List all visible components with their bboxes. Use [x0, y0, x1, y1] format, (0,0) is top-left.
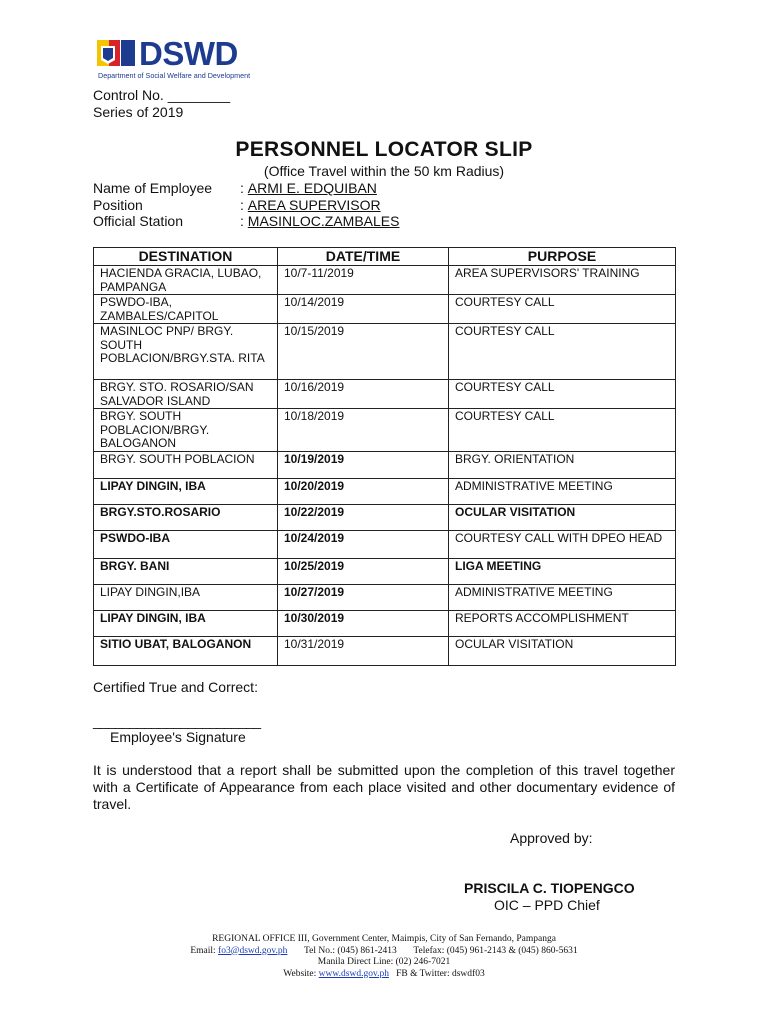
date-cell: 10/30/2019 — [278, 611, 449, 637]
destination-cell: MASINLOC PNP/ BRGY. SOUTH POBLACION/BRGY.STA. RITA — [94, 324, 278, 380]
page-title: PERSONNEL LOCATOR SLIP — [235, 138, 533, 161]
table-row — [94, 637, 676, 666]
purpose-cell: REPORTS ACCOMPLISHMENT — [449, 611, 676, 637]
destination-cell: BRGY. SOUTH POBLACION — [94, 452, 278, 479]
date-cell: 10/18/2019 — [278, 409, 449, 452]
table-row — [94, 611, 676, 637]
employee-name-label: Name of Employee — [93, 180, 213, 196]
table-row — [94, 479, 676, 505]
table-row — [94, 409, 676, 452]
date-cell: 10/19/2019 — [278, 452, 449, 479]
purpose-cell: COURTESY CALL — [449, 295, 676, 324]
footer-website-link[interactable]: www.dswd.gov.ph — [318, 968, 389, 979]
destination-cell: BRGY. STO. ROSARIO/SAN SALVADOR ISLAND — [94, 380, 278, 409]
approver-name: PRISCILA C. TIOPENGCO — [464, 880, 635, 896]
header-purpose: PURPOSE — [449, 248, 676, 266]
table-row — [94, 295, 676, 324]
purpose-cell: BRGY. ORIENTATION — [449, 452, 676, 479]
footer-telefax: Telefax: (045) 961-2143 & (045) 860-5631 — [413, 945, 578, 956]
table-row — [94, 324, 676, 380]
control-number: Control No. ________ — [93, 87, 230, 103]
date-cell: 10/22/2019 — [278, 505, 449, 531]
logo-wordmark: DSWD — [139, 35, 238, 72]
position-label: Position — [93, 196, 143, 213]
date-cell: 10/20/2019 — [278, 479, 449, 505]
purpose-cell: COURTESY CALL — [449, 380, 676, 409]
destination-cell: SITIO UBAT, BALOGANON — [94, 637, 278, 666]
date-cell: 10/31/2019 — [278, 637, 449, 666]
approver-position: OIC – PPD Chief — [494, 897, 600, 913]
destination-cell: LIPAY DINGIN, IBA — [94, 479, 278, 505]
table-row — [94, 585, 676, 611]
purpose-cell: ADMINISTRATIVE MEETING — [449, 585, 676, 611]
colon: : — [240, 196, 244, 213]
colon: : — [240, 213, 244, 230]
table-row — [94, 531, 676, 559]
colon: : — [240, 180, 244, 196]
destination-cell: PSWDO-IBA — [94, 531, 278, 559]
footer-website-label: Website: — [283, 968, 317, 979]
station-row — [93, 213, 399, 230]
destination-cell: LIPAY DINGIN, IBA — [94, 611, 278, 637]
date-cell: 10/27/2019 — [278, 585, 449, 611]
footer-web — [0, 969, 768, 981]
header-date-time: DATE/TIME — [278, 248, 449, 266]
purpose-cell: COURTESY CALL WITH DPEO HEAD — [449, 531, 676, 559]
footer-tel: Tel No.: (045) 861-2413 — [304, 945, 397, 956]
table-header-row — [94, 248, 676, 266]
purpose-cell: ADMINISTRATIVE MEETING — [449, 479, 676, 505]
destination-cell: BRGY.STO.ROSARIO — [94, 505, 278, 531]
purpose-cell: OCULAR VISITATION — [449, 505, 676, 531]
table-row — [94, 559, 676, 585]
approved-by-label: Approved by: — [510, 830, 593, 846]
purpose-cell: COURTESY CALL — [449, 324, 676, 380]
certified-text: Certified True and Correct: — [93, 679, 258, 695]
table-row — [94, 452, 676, 479]
table-row — [94, 380, 676, 409]
table-row — [94, 266, 676, 295]
dswd-logo — [95, 36, 265, 82]
footer-contact — [0, 946, 768, 958]
signature-label: Employee's Signature — [110, 729, 246, 745]
position-value: AREA SUPERVISOR — [247, 196, 381, 213]
dswd-emblem-icon — [95, 36, 139, 70]
purpose-cell: AREA SUPERVISORS' TRAINING — [449, 266, 676, 295]
destination-cell: BRGY. BANI — [94, 559, 278, 585]
page-subtitle: (Office Travel within the 50 km Radius) — [263, 163, 505, 179]
employee-name-value: ARMI E. EDQUIBAN — [247, 180, 377, 196]
purpose-cell: LIGA MEETING — [449, 559, 676, 585]
date-cell: 10/7-11/2019 — [278, 266, 449, 295]
position-row — [93, 197, 399, 214]
footer-email-label: Email: — [190, 945, 216, 956]
destination-cell: PSWDO-IBA, ZAMBALES/CAPITOL — [94, 295, 278, 324]
destination-cell: BRGY. SOUTH POBLACION/BRGY. BALOGANON — [94, 409, 278, 452]
logo-subtitle: Department of Social Welfare and Development — [98, 71, 251, 80]
table-row — [94, 505, 676, 531]
purpose-cell: COURTESY CALL — [449, 409, 676, 452]
footer-email-link[interactable]: fo3@dswd.gov.ph — [218, 945, 288, 956]
signature-line: _______________________ — [93, 713, 261, 729]
locator-table — [93, 247, 676, 666]
footer-address: REGIONAL OFFICE III, Government Center, Maimpis, City of San Fernando, Pampanga — [212, 934, 556, 944]
date-cell: 10/15/2019 — [278, 324, 449, 380]
destination-cell: LIPAY DINGIN,IBA — [94, 585, 278, 611]
control-block — [93, 87, 230, 121]
footer-manila-line: Manila Direct Line: (02) 246-7021 — [317, 957, 451, 967]
footer — [0, 934, 768, 980]
employee-info — [93, 180, 399, 230]
employee-name-row — [93, 180, 399, 197]
destination-cell: HACIENDA GRACIA, LUBAO, PAMPANGA — [94, 266, 278, 295]
date-cell: 10/25/2019 — [278, 559, 449, 585]
travel-statement: It is understood that a report shall be submitted upon the completion of this travel together with a Certificate of Appearance from each place visited and other documentary evidence of travel. — [93, 762, 675, 812]
date-cell: 10/16/2019 — [278, 380, 449, 409]
station-value: MASINLOC.ZAMBALES — [247, 213, 400, 230]
purpose-cell: OCULAR VISITATION — [449, 637, 676, 666]
series: Series of 2019 — [93, 104, 184, 120]
date-cell: 10/14/2019 — [278, 295, 449, 324]
footer-social: FB & Twitter: dswdf03 — [396, 968, 485, 979]
header-destination: DESTINATION — [94, 248, 278, 266]
date-cell: 10/24/2019 — [278, 531, 449, 559]
station-label: Official Station — [93, 213, 184, 230]
